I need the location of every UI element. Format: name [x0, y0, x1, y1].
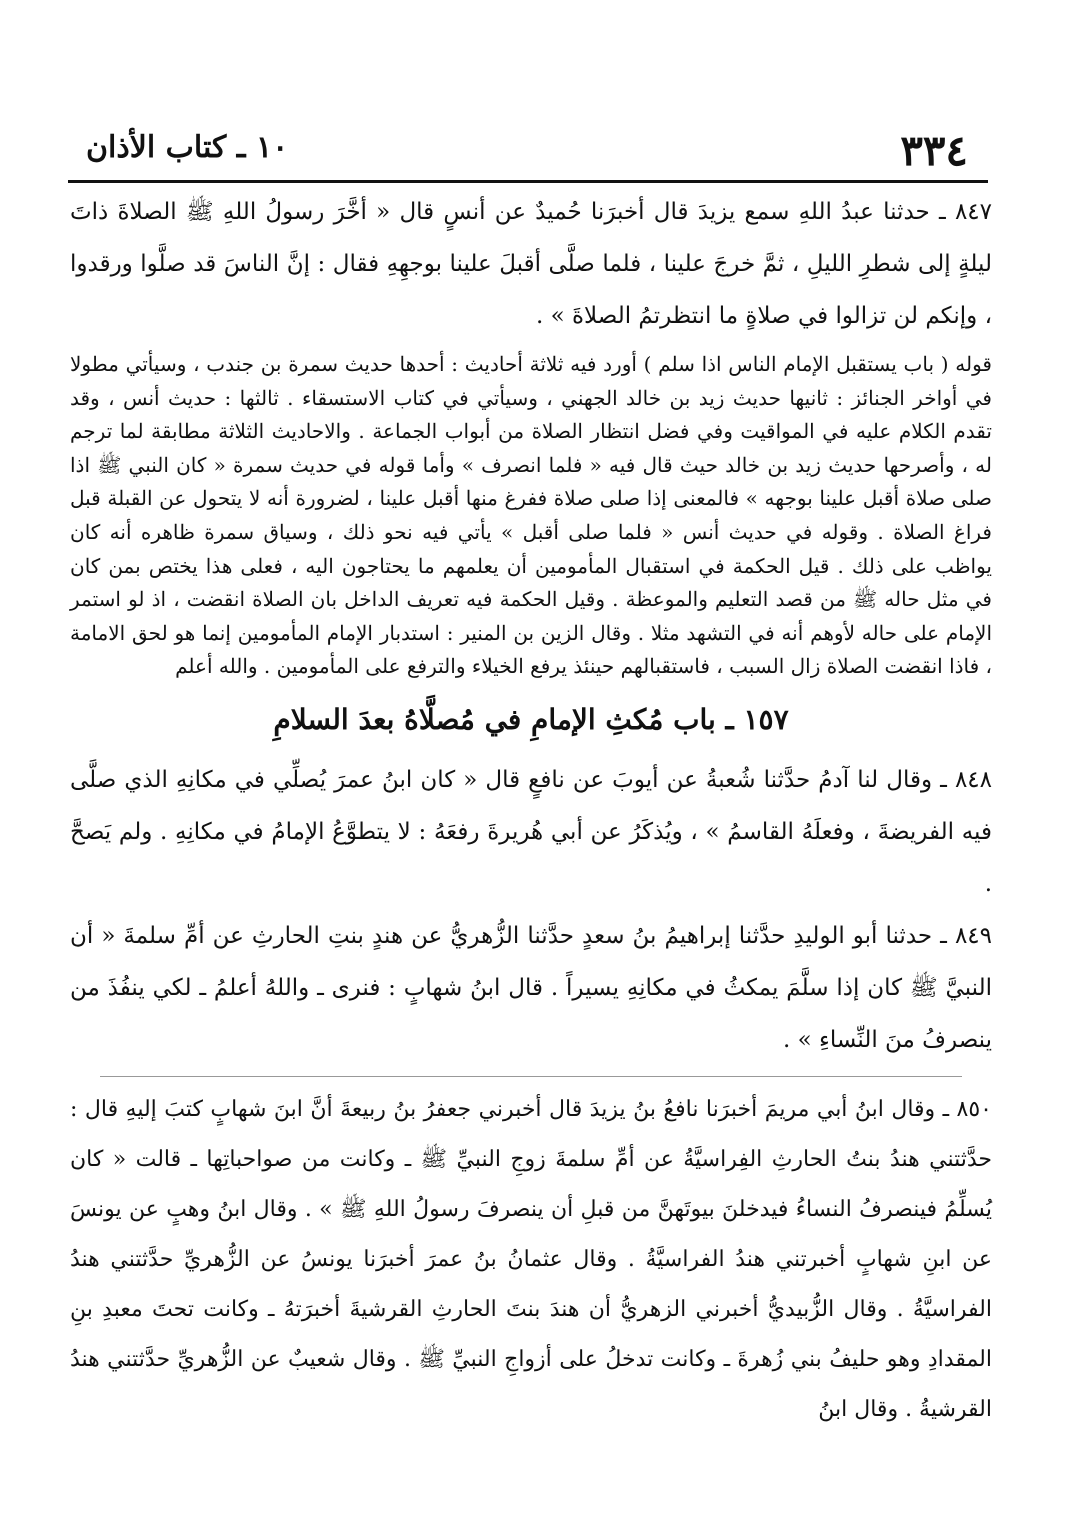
page-number: ٣٣٤ — [900, 126, 968, 175]
running-title: ١٠ ـ كتاب الأذان — [86, 130, 289, 165]
chapter-heading: ١٥٧ ـ باب مُكثِ الإمامِ في مُصلَّاهُ بعدَ السلامِ — [273, 702, 789, 736]
hadith-850: ٨٥٠ ـ وقال ابنُ أبي مريمَ أخبرَنا نافعُ بنُ يزيدَ قال أخبرني جعفرُ بنُ ربيعةَ أنَّ ابنَ شهابٍ كتبَ إليهِ قال : حدَّثتني هندُ بنتُ الحارثِ الفِراسيَّةُ عن أمِّ سلمةَ زوجِ النبيِّ ﷺ ـ وكانت من صواحباتِها ـ قالت « كان يُسلِّمُ فينصرفُ النساءُ فيدخلنَ بيوتَهنَّ من قبلِ أن ينصرفَ رسولُ اللهِ ﷺ » . وقال ابنُ وهبٍ عن يونسَ عن ابنِ شهابٍ أخبرتني هندُ الفراسيَّةُ . وقال عثمانُ بنُ عمرَ أخبرَنا يونسُ عن الزُّهريِّ حدَّثتني هندُ الفراسيَّةُ . وقال الزُّبيديُّ أخبرني الزهريُّ أن هندَ بنتَ الحارثِ القرشيةَ أخبرَتهُ ـ وكانت تحتَ معبدِ بنِ المقدادِ وهو حليفُ بني زُهرةَ ـ وكانت تدخلُ على أزواجِ النبيِّ ﷺ . وقال شعيبٌ عن الزُّهريِّ حدَّثتني هندُ القرشيةُ . وقال ابنُ — [70, 1096, 992, 1422]
page-body — [70, 186, 992, 1435]
page-header — [68, 112, 988, 183]
hadith-849: ٨٤٩ ـ حدثنا أبو الوليدِ حدَّثنا إبراهيمُ بنُ سعدٍ حدَّثنا الزُّهريُّ عن هندٍ بنتِ الحارثِ عن أمِّ سلمةَ « أن النبيَّ ﷺ كان إذا سلَّمَ يمكثُ في مكانِهِ يسيراً . قال ابنُ شهابٍ : فنرى ـ واللهُ أعلمُ ـ لكي ينفُذَ من ينصرفُ منَ النِّساءِ » . — [70, 922, 992, 1053]
section-divider — [100, 1076, 962, 1077]
hadith-848: ٨٤٨ ـ وقال لنا آدمُ حدَّثنا شُعبةُ عن أيوبَ عن نافعٍ قال « كان ابنُ عمرَ يُصلِّي في مكانِهِ الذي صلَّى فيه الفريضةَ ، وفعلَهُ القاسمُ » ، ويُذكَرُ عن أبي هُريرةَ رفعَهُ : لا يتطوَّعُ الإمامُ في مكانِهِ . ولم يَصحَّ . — [70, 766, 992, 897]
hadith-847: ٨٤٧ ـ حدثنا عبدُ اللهِ سمع يزيدَ قال أخبرَنا حُميدٌ عن أنسٍ قال « أخَّرَ رسولُ اللهِ ﷺ الصلاةَ ذاتَ ليلةٍ إلى شطرِ الليلِ ، ثمَّ خرجَ علينا ، فلما صلَّى أقبلَ علينا بوجهِهِ فقال : إنَّ الناسَ قد صلَّوا ورقدوا ، وإنكم لن تزالوا في صلاةٍ ما انتظرتمُ الصلاةَ » . — [70, 199, 992, 329]
commentary-paragraph: قوله ( باب يستقبل الإمام الناس اذا سلم ) أورد فيه ثلاثة أحاديث : أحدها حديث سمرة بن جندب ، وسيأتي مطولا في أواخر الجنائز : ثانيها حديث زيد بن خالد الجهني ، وسيأتي في كتاب الاستسقاء . ثالثها : حديث أنس ، وقد تقدم الكلام عليه في المواقيت وفي فضل انتظار الصلاة من أبواب الجماعة . والاحاديث الثلاثة مطابقة لما ترجم له ، وأصرحها حديث زيد بن خالد حيث قال فيه « فلما انصرف » وأما قوله في حديث سمرة « كان النبي ﷺ اذا صلى صلاة أقبل علينا بوجهه » فالمعنى إذا صلى صلاة ففرغ منها أقبل علينا ، لضرورة أنه لا يتحول عن القبلة قبل فراغ الصلاة . وقوله في حديث أنس « فلما صلى أقبل » يأتي فيه نحو ذلك ، وسياق سمرة ظاهره أنه كان يواظب على ذلك . قيل الحكمة في استقبال المأمومين أن يعلمهم ما يحتاجون اليه ، فعلى هذا يختص بمن كان في مثل حاله ﷺ من قصد التعليم والموعظة . وقيل الحكمة فيه تعريف الداخل بان الصلاة انقضت ، اذ لو استمر الإمام على حاله لأوهم أنه في التشهد مثلا . وقال الزين بن المنير : استدبار الإمام المأمومين إنما هو لحق الامامة ، فاذا انقضت الصلاة زال السبب ، فاستقبالهم حينئذ يرفع الخيلاء والترفع على المأمومين . والله أعلم — [70, 352, 992, 679]
